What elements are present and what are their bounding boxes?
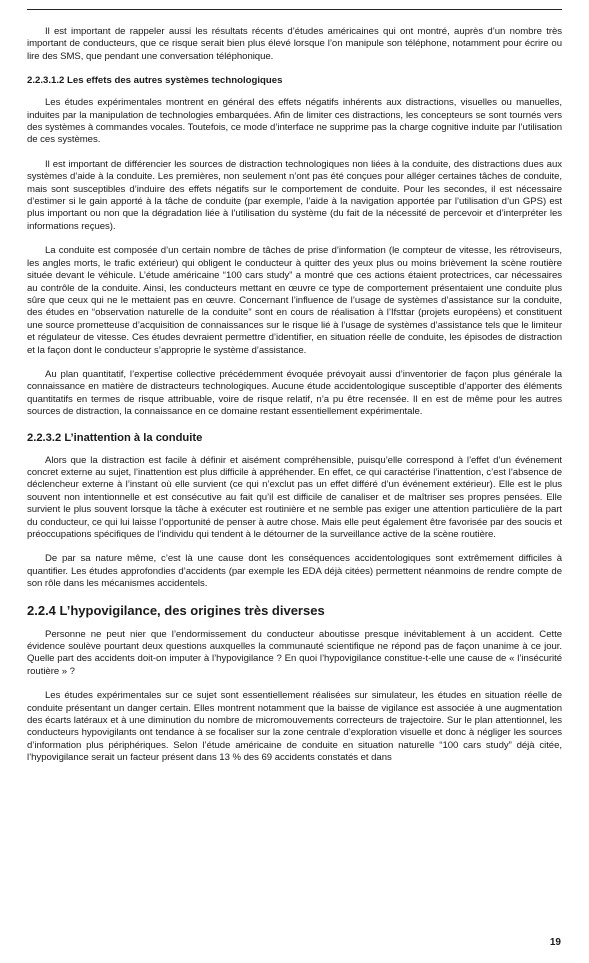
paragraph: La conduite est composée d’un certain nombre de tâches de prise d’information (le compteur de vitesse, les rétroviseurs, les angles morts, le trafic extérieur) qui obligent le conducteur à quitter des yeux plus ou moins brièvement la scène routière située devant le véhicule. L’étude américaine “100 cars study” a montré que ces actions étaient protectrices, car nécessaires au contrôle de la conduite. Ainsi, les conducteurs mettant en œuvre ce type de comportement présentaient une conduite plus sûre que ceux qui ne le mettaient pas en œuvre. Concernant l’influence de l’usage de systèmes d’assistance sur la conduite, des études en “observation naturelle de la conduite” sont en cours de réalisation à l’Ifsttar (projets européens) et constituent une source prometteuse d’acquisition de connaissances sur le risque lié à l’usage de systèmes d’assistance tels que le limiteur et régulateur de vitesse. Ces études devraient permettre d’identifier, en situation réelle de conduite, les épisodes de distraction et la façon dont le conducteur s’approprie le système d’assistance. — [27, 245, 562, 356]
paragraph: Alors que la distraction est facile à définir et aisément compréhensible, puisqu’elle correspond à l’effet d’un événement concret externe au sujet, l’inattention est plus difficile à appréhender. En effet, ce qui caractérise l’inattention, c’est l’absence de déclencheur externe à l’instant où elle survient (ce qui n’exclut pas un effet différé d’un événement extérieur). Elle est le plus souvent non intentionnelle et est consécutive au fait qu’il est difficile de canaliser et de maîtriser ses propres pensées. Elle survient le plus souvent lorsque la tâche à exécuter est routinière et ne semble pas exiger une attention particulière de la part du conducteur, ce qui lui laisse l’opportunité de penser à autre chose. Mais elle peut également être favorisée par des soucis et préoccupations spécifiques de l’individu qui tendent à le détourner de la surveillance active de la scène routière. — [27, 454, 562, 540]
paragraph: Au plan quantitatif, l’expertise collective précédemment évoquée prévoyait aussi d’inventorier de façon plus générale la connaissance en matière de distracteurs technologiques. Aucune étude accidentologique susceptible d’apporter des éléments quantitatifs en termes de risque attribuable, voire de risque relatif, n’a pu être recensée. Il en est de même pour les autres sources de distraction, la connaissance en ce domaine restant essentiellement expérimentale. — [27, 368, 562, 418]
paragraph: De par sa nature même, c’est là une cause dont les conséquences accidentologiques sont extrêmement difficiles à quantifier. Les études approfondies d’accidents (par exemple les EDA déjà citées) permettent néanmoins de rendre compte de son rôle dans les mécanismes accidentels. — [27, 553, 562, 590]
paragraph: Les études expérimentales montrent en général des effets négatifs inhérents aux distractions, visuelles ou manuelles, induites par la manipulation de technologies embarquées. Afin de limiter ces distractions, les concepteurs se sont tournés vers des systèmes à commandes vocales. Toutefois, ce mode d’interface ne supprime pas la charge cognitive induite par l’utilisation de ces systèmes. — [27, 97, 562, 146]
section-heading-2-2-3-2: 2.2.3.2 L’inattention à la conduite — [27, 431, 203, 444]
section-heading-2-2-4: 2.2.4 L’hypovigilance, des origines très diverses — [27, 602, 325, 618]
paragraph: Les études expérimentales sur ce sujet sont essentiellement réalisées sur simulateur, les études en situation réelle de conduite présentant un danger certain. Elles montrent notamment que la baisse de vigilance est associée à une augmentation des écarts latéraux et à une diminution du nombre de micromouvements correcteurs de trajectoire. Sur le plan attentionnel, les conducteurs hypovigilants ont tendance à se focaliser sur la zone centrale d’exploration visuelle et donc à négliger les sources d’information plus périphériques. Selon l’étude américaine de conduite en situation naturelle “100 cars study” déjà citée, l’hypovigilance serait un facteur présent dans 13 % des 69 accidents constatés et dans — [27, 690, 562, 764]
paragraph: Personne ne peut nier que l’endormissement du conducteur aboutisse presque inévitablement à un accident. Cette évidence soulève pourtant deux questions auxquelles la communauté scientifique ne répond pas de façon unanime à ce jour. Quelle part des accidents doit-on imputer à l’hypovigilance ? En quoi l’hypovigilance constitue-t-elle une cause de « l’insécurité routière » ? — [27, 628, 562, 677]
paragraph: Il est important de différencier les sources de distraction technologiques non liées à la conduite, des distractions dues aux systèmes d’aide à la conduite. Les premières, non seulement n’ont pas été conçues pour alléger certaines tâches de conduite, mais sont susceptibles d’induire des effets négatifs sur le comportement de conduite. Pour les secondes, il est nécessaire d’estimer si le gain apporté à la tâche de conduite (par exemple, l’aide à la navigation apportée par l’utilisation d’un GPS) est plus important ou non que la dégradation liée à l’utilisation du système (du fait de la nécessité de percevoir et d’interpréter les informations reçues). — [27, 158, 562, 232]
page-number: 19 — [549, 937, 561, 948]
top-rule — [27, 9, 562, 10]
section-heading-2-2-3-1-2: 2.2.3.1.2 Les effets des autres systèmes technologiques — [27, 75, 283, 87]
paragraph: Il est important de rappeler aussi les résultats récents d’études américaines qui ont montré, auprès d’un nombre très important de conducteurs, que ce risque serait bien plus élevé lorsque l’on manipule son téléphone, notamment pour écrire ou lire des SMS, que pendant une conversation téléphonique. — [27, 26, 562, 62]
document-page — [27, 26, 562, 777]
